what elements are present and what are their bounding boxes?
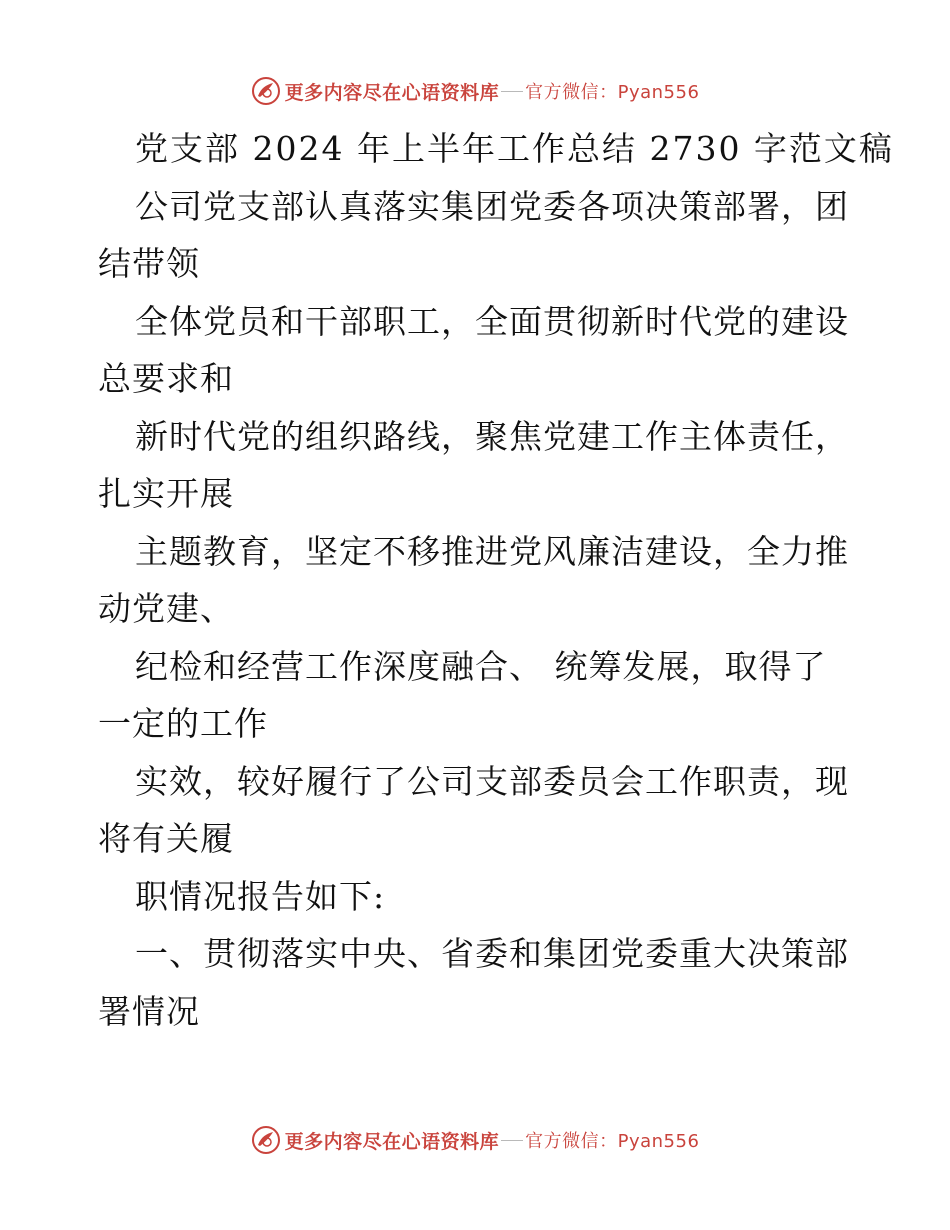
watermark-wechat: 官方微信：Pyan556 [525,82,700,103]
document-title: 党支部 2024 年上半年工作总结 2730 字范文稿 [135,129,894,168]
document-body [98,120,894,1040]
paragraph-line: 新时代党的组织路线，聚焦党建工作主体责任， [135,416,849,456]
watermark-text: 更多内容尽在心语资料库 [284,1130,500,1153]
paragraph-line: 总要求和 [98,359,234,398]
paragraph-line: 公司党支部认真落实集团党委各项决策部署，团 [135,186,849,226]
section-heading-continued: 署情况 [98,991,200,1031]
paragraph-line: 职情况报告如下: [135,876,386,916]
paragraph-line: 扎实开展 [98,474,234,513]
section-heading: 一、贯彻落实中央、省委和集团党委重大决策部 [135,934,849,973]
footer-watermark [0,1120,950,1160]
paragraph-line: 动党建、 [98,589,234,628]
paragraph-line: 实效，较好履行了公司支部委员会工作职责，现 [135,761,849,801]
watermark-dash [501,91,523,92]
paragraph-line: 全体党员和干部职工，全面贯彻新时代党的建设 [135,301,849,341]
pen-logo-icon [251,76,281,106]
watermark-dash [501,1140,523,1141]
watermark-text: 更多内容尽在心语资料库 [284,81,500,104]
paragraph-line: 将有关履 [98,819,234,858]
pen-logo-icon [251,1125,281,1155]
paragraph-line: 纪检和经营工作深度融合、 统筹发展，取得了 [135,646,827,686]
watermark-wechat: 官方微信：Pyan556 [525,1131,700,1152]
paragraph-line: 结带领 [98,244,200,283]
paragraph-line: 一定的工作 [98,704,268,743]
paragraph-line: 主题教育，坚定不移推进党风廉洁建设，全力推 [135,531,849,571]
header-watermark [0,71,950,111]
